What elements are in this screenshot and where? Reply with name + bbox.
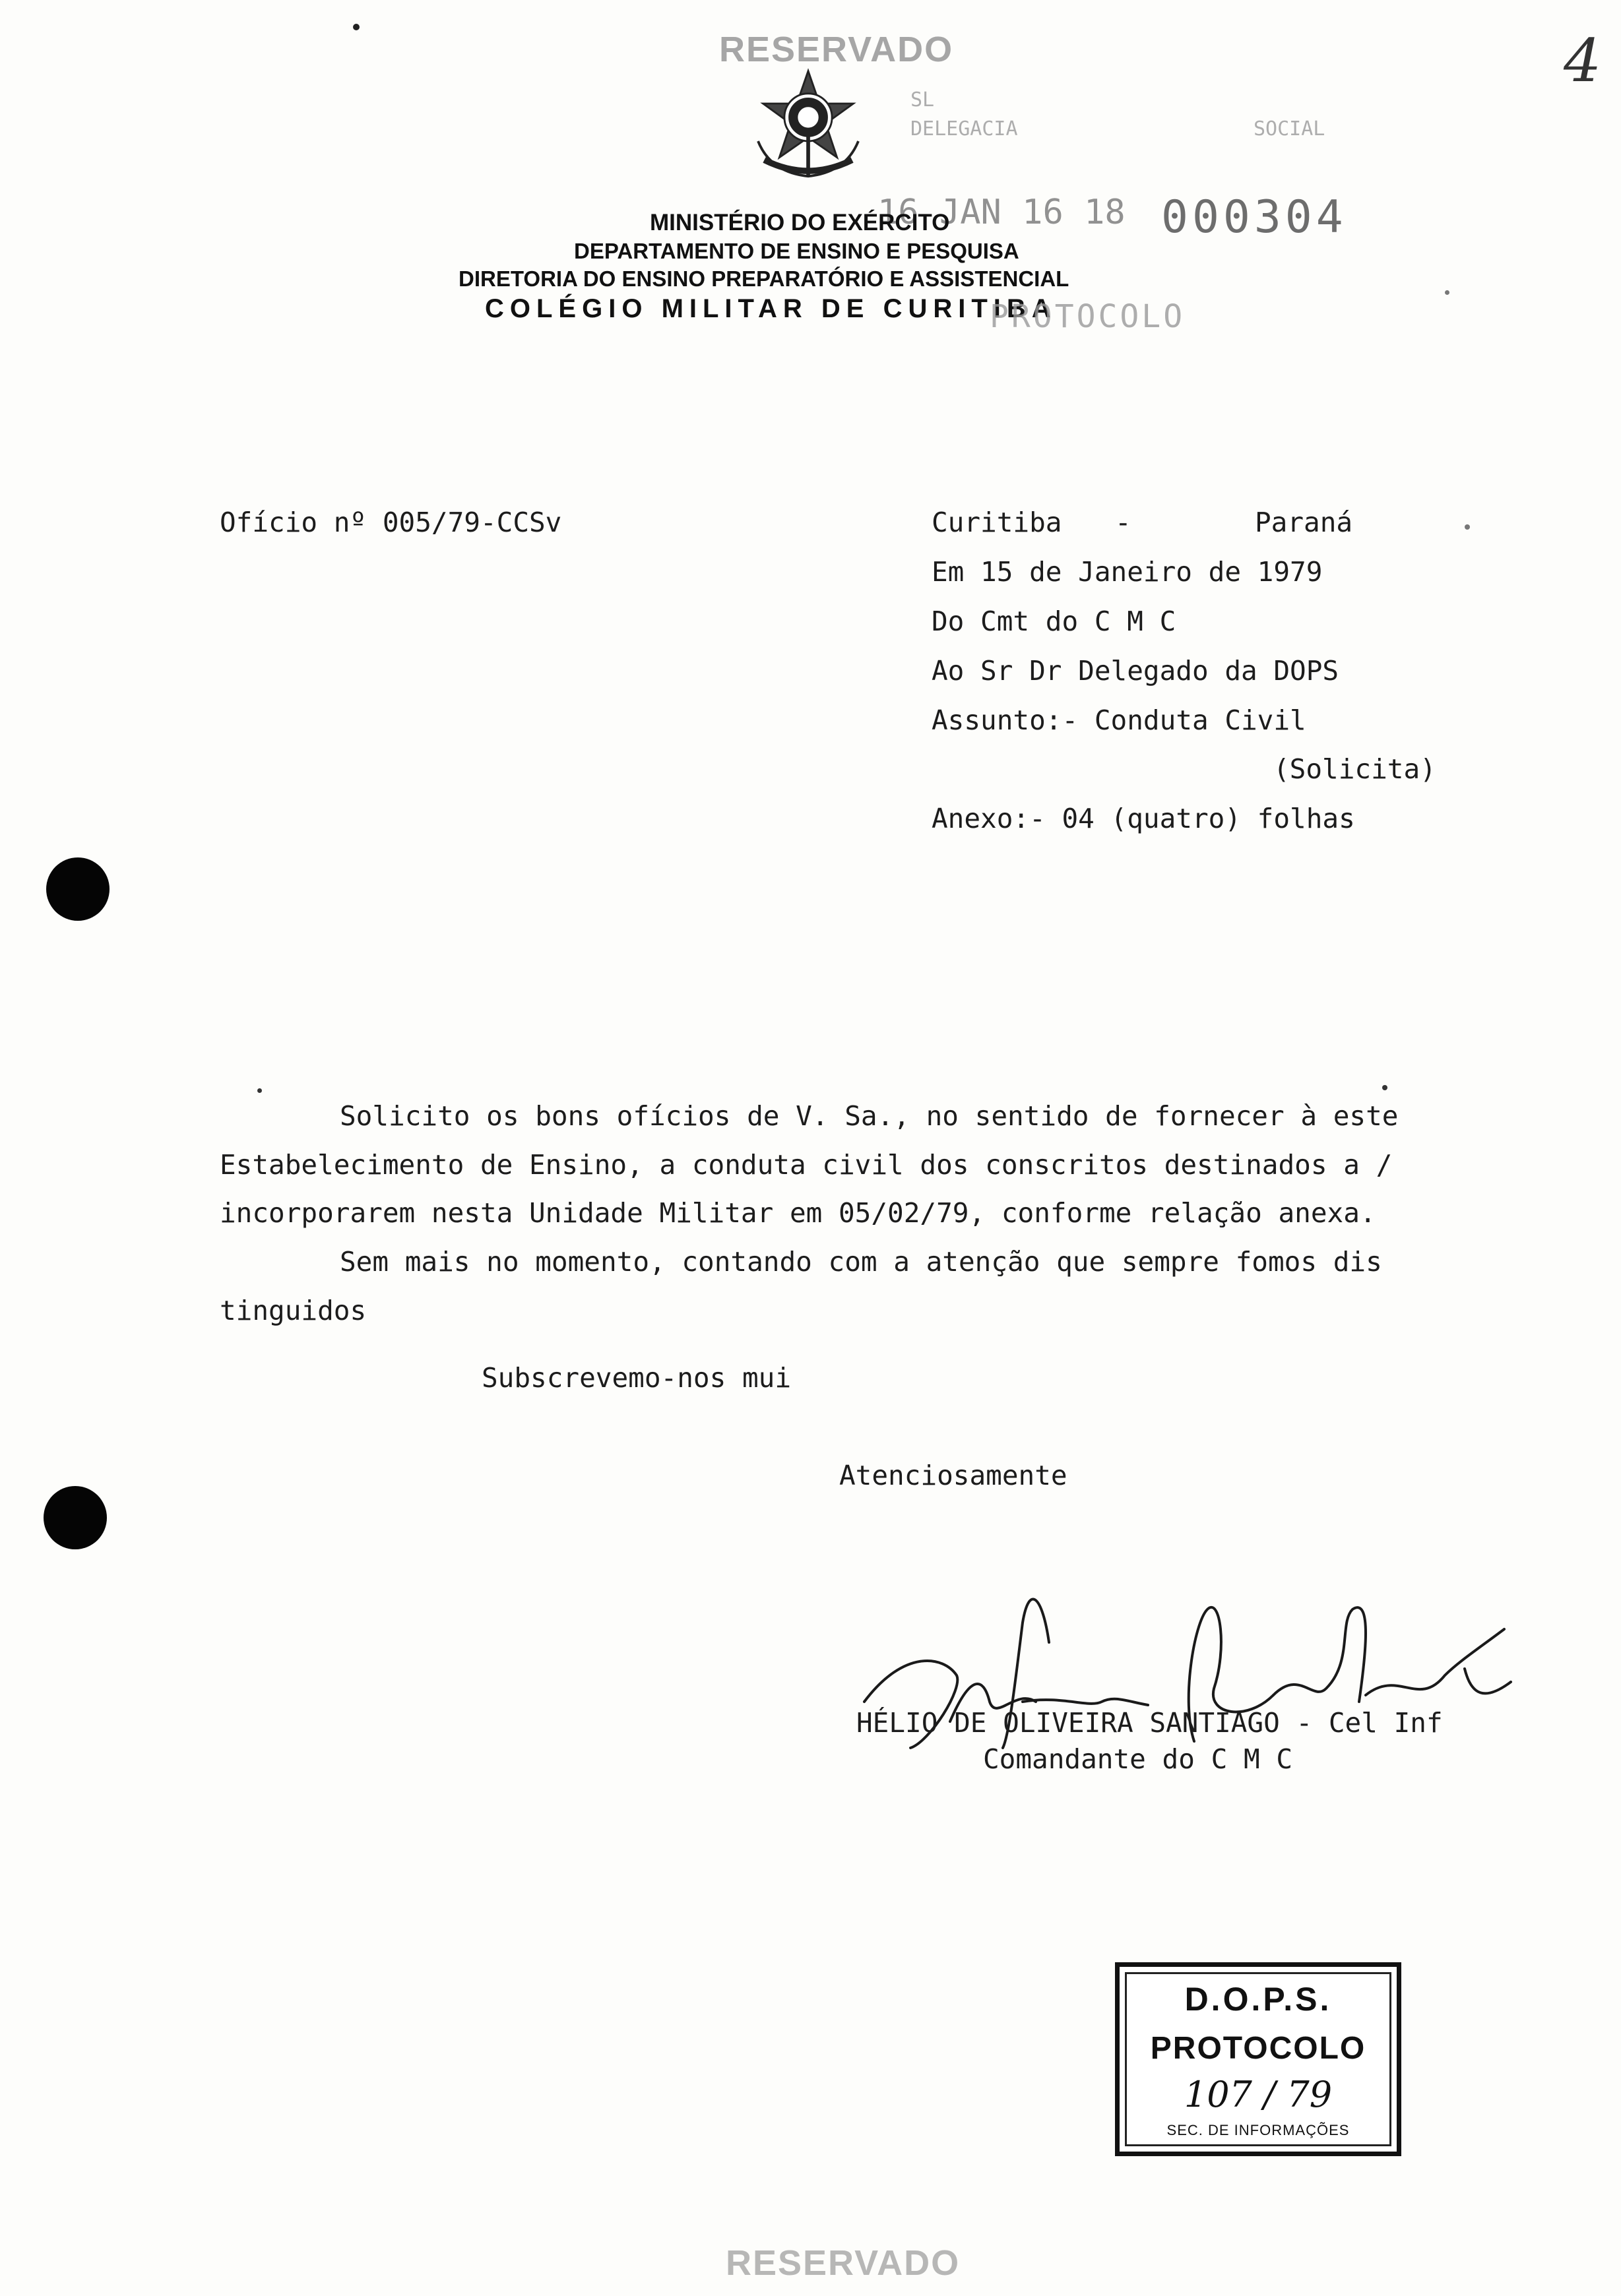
speck	[1445, 290, 1449, 295]
letterhead-ministry: MINISTÉRIO DO EXÉRCITO	[650, 210, 950, 235]
body-line-2: Estabelecimento de Ensino, a conduta civil dos conscritos destinados a /	[220, 1149, 1393, 1181]
dops-protocol-number: 107 / 79	[1184, 2074, 1333, 2115]
subject: Assunto:- Conduta Civil	[932, 704, 1306, 736]
speck	[257, 1088, 262, 1093]
body-line-5: tinguidos	[220, 1295, 367, 1326]
closing-line-2: Atenciosamente	[839, 1460, 1067, 1491]
letterhead-directorate: DIRETORIA DO ENSINO PREPARATÓRIO E ASSISTENCIAL	[459, 266, 1069, 291]
place-dash: -	[1115, 507, 1131, 538]
dops-protocol-stamp	[1115, 1962, 1401, 2156]
letterhead-college: COLÉGIO MILITAR DE CURITIBA	[485, 294, 1057, 323]
closing-line-1: Subscrevemo-nos mui	[482, 1362, 791, 1394]
receipt-office-label: SL DELEGACIA SOCIAL	[910, 88, 1325, 140]
reservado-stamp-bottom: RESERVADO	[726, 2243, 961, 2283]
receipt-date-stamp: 16 JAN 16 18	[877, 193, 1126, 232]
document-date: Em 15 de Janeiro de 1979	[932, 556, 1323, 588]
place-state: Paraná	[1255, 507, 1353, 538]
letterhead-department: DEPARTAMENTO DE ENSINO E PESQUISA	[574, 239, 1019, 263]
reservado-stamp-top: RESERVADO	[719, 30, 954, 69]
punch-hole-upper	[46, 857, 110, 921]
punch-hole-lower	[44, 1486, 107, 1549]
receipt-protocolo-stamp: PROTOCOLO	[990, 298, 1186, 335]
speck	[1382, 1085, 1387, 1090]
speck	[353, 24, 360, 30]
dops-protocol-sector: SEC. DE INFORMAÇÕES	[1166, 2122, 1350, 2138]
sender: Do Cmt do C M C	[932, 605, 1176, 637]
body-line-1: Solicito os bons ofícios de V. Sa., no sentido de fornecer à este	[340, 1100, 1399, 1132]
place-city: Curitiba	[932, 507, 1062, 538]
dops-protocol-title: D.O.P.S.	[1184, 1981, 1332, 2018]
body-line-3: incorporarem nesta Unidade Militar em 05/02/79, conforme relação anexa.	[220, 1197, 1376, 1229]
speck	[1465, 524, 1470, 530]
coat-of-arms-icon	[746, 66, 871, 191]
receipt-number-stamp: 000304	[1161, 191, 1347, 243]
recipient: Ao Sr Dr Delegado da DOPS	[932, 655, 1339, 687]
document-reference: Ofício nº 005/79-CCSv	[220, 507, 562, 538]
dops-protocol-subtitle: PROTOCOLO	[1150, 2031, 1366, 2066]
subject-note: (Solicita)	[1273, 753, 1436, 785]
signatory-title: Comandante do C M C	[983, 1743, 1292, 1775]
handwritten-page-number: 4	[1564, 26, 1602, 96]
annex: Anexo:- 04 (quatro) folhas	[932, 803, 1355, 834]
signatory-name: HÉLIO DE OLIVEIRA SANTIAGO - Cel Inf	[856, 1707, 1443, 1739]
body-line-4: Sem mais no momento, contando com a atenção que sempre fomos dis	[340, 1246, 1382, 1278]
